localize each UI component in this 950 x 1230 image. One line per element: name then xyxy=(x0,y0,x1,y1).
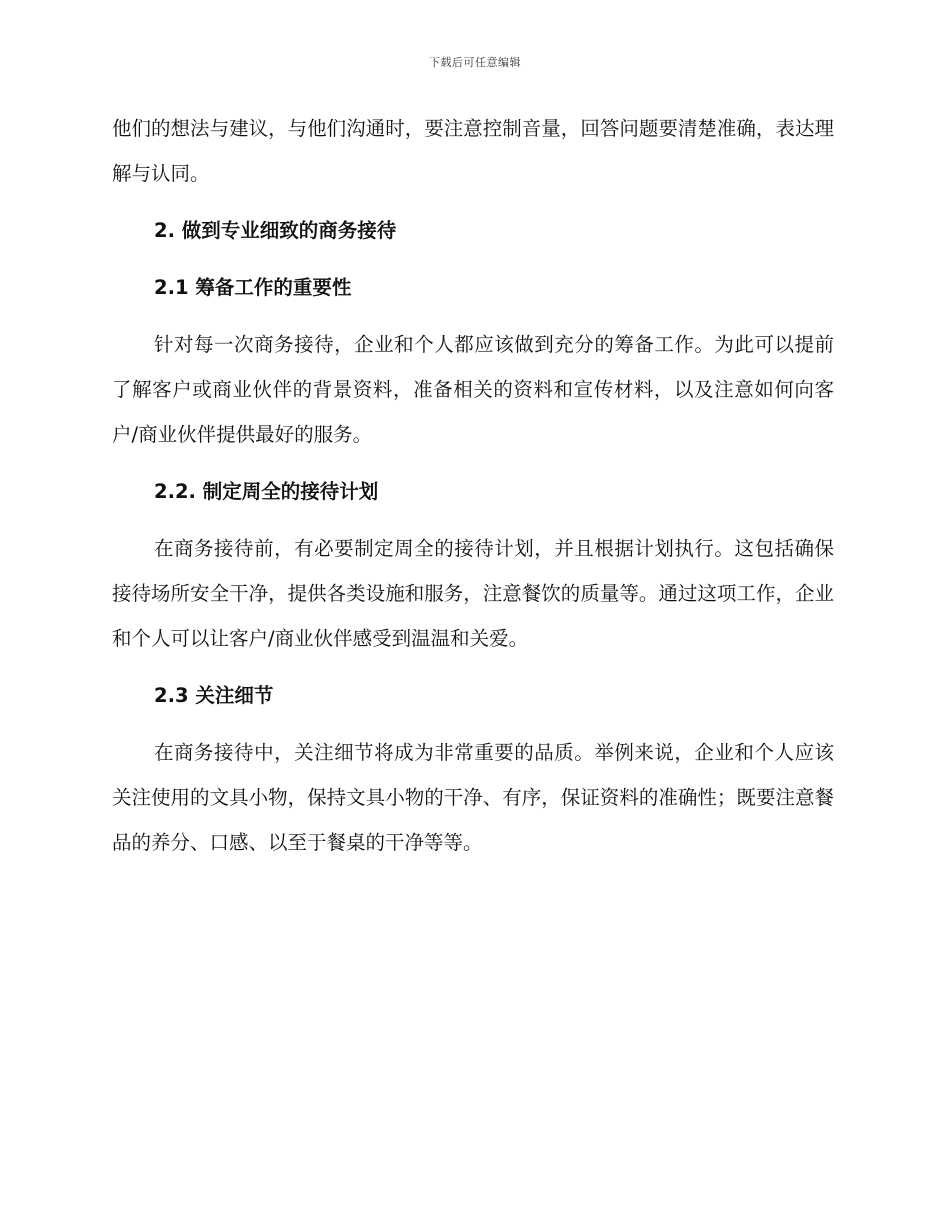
section-heading-2: 2. 做到专业细致的商务接待 xyxy=(154,219,397,242)
subsection-heading-2-3: 2.3 关注细节 xyxy=(154,684,274,707)
paragraph-continuation: 他们的想法与建议，与他们沟通时，要注意控制音量，回答问题要清楚准确，表达理解与认同。 xyxy=(112,117,834,185)
paragraph-details: 在商务接待中，关注细节将成为非常重要的品质。举例来说，企业和个人应该关注使用的文具小物，保持文具小物的干净、有序，保证资料的准确性；既要注意餐品的养分、口感、以至于餐桌的干净等等。 xyxy=(112,741,834,854)
document-body xyxy=(112,106,834,877)
subsection-heading-2-1: 2.1 筹备工作的重要性 xyxy=(154,276,352,299)
paragraph-preparation: 针对每一次商务接待，企业和个人都应该做到充分的筹备工作。为此可以提前了解客户或商业伙伴的背景资料，准备相关的资料和宣传材料，以及注意如何向客户/商业伙伴提供最好的服务。 xyxy=(112,333,834,446)
subsection-heading-2-2: 2.2. 制定周全的接待计划 xyxy=(154,480,379,503)
paragraph-reception-plan: 在商务接待前，有必要制定周全的接待计划，并且根据计划执行。这包括确保接待场所安全干净，提供各类设施和服务，注意餐饮的质量等。通过这项工作，企业和个人可以让客户/商业伙伴感受到温温和关爱。 xyxy=(112,537,834,650)
page-header: 下载后可任意编辑 xyxy=(429,56,521,69)
